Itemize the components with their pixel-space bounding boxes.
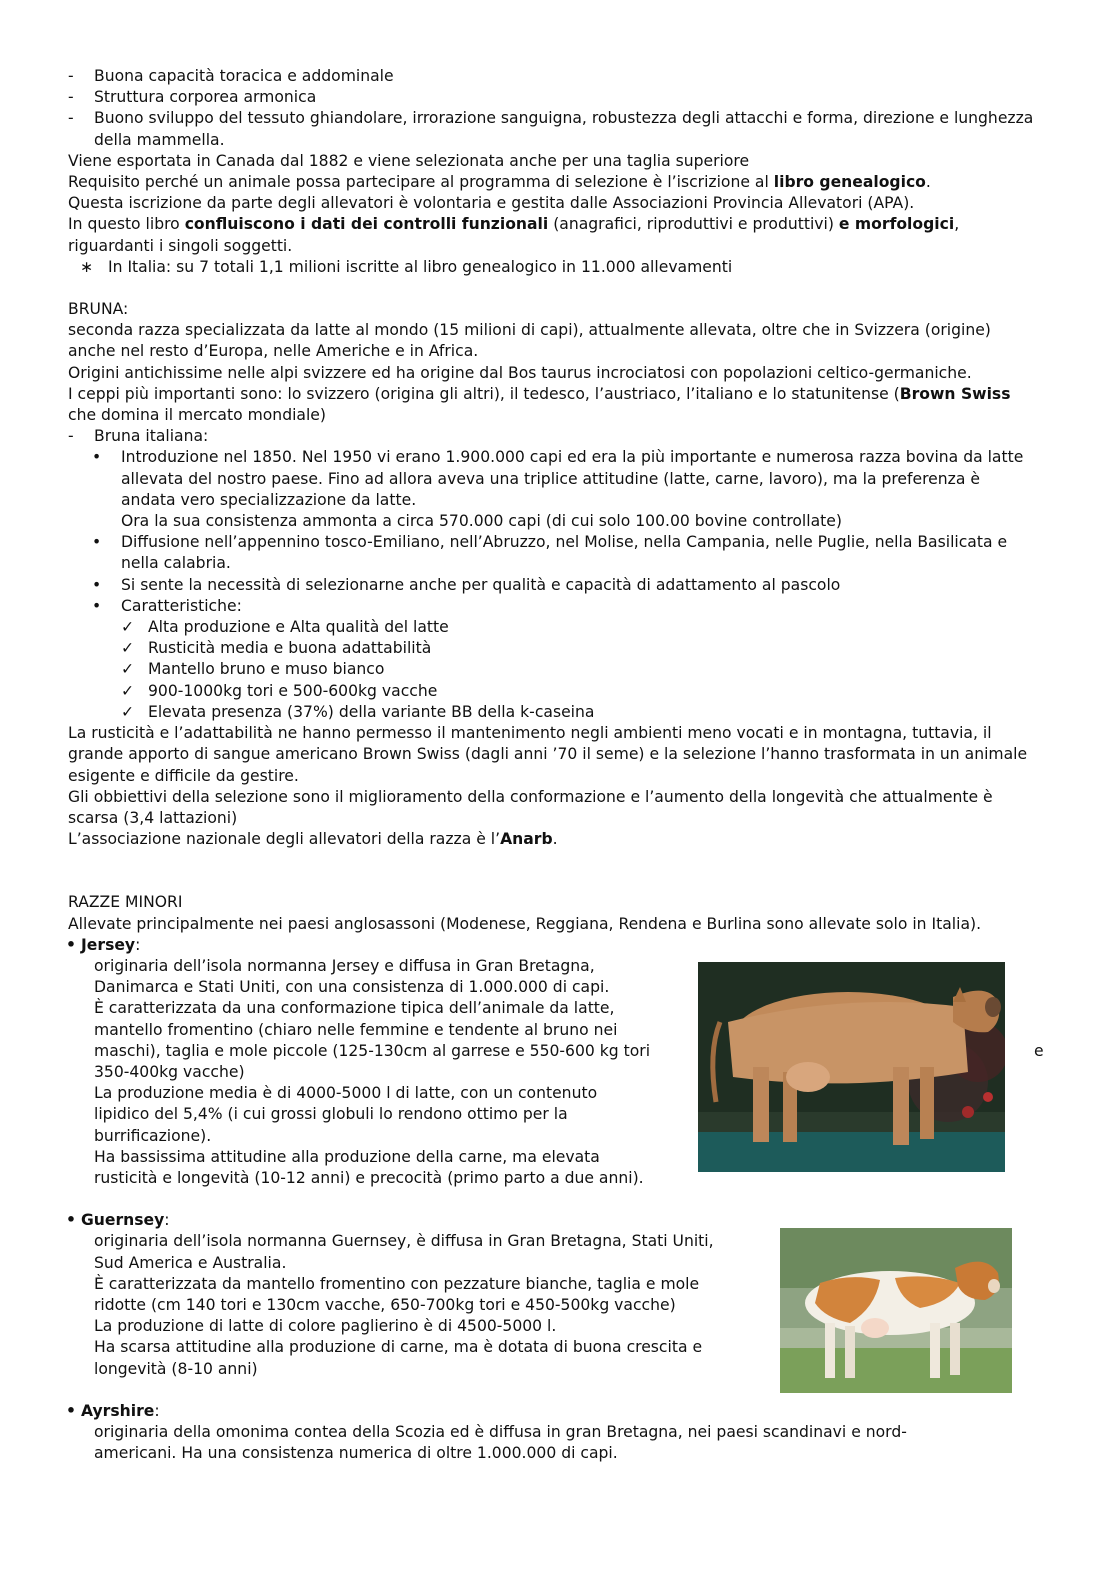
paragraph: Questa iscrizione da parte degli allevatori è volontaria e gestita dalle Associazioni Provincia Allevatori (APA). (68, 194, 915, 213)
checklist-item: ✓ Alta produzione e Alta qualità del latte (68, 617, 1038, 638)
guernsey-cow-photo (780, 1228, 1012, 1393)
breed-name: Ayrshire (81, 1401, 155, 1420)
jersey-cow-photo (698, 962, 1005, 1172)
breed-ayrshire: • Ayrshire: originaria della omonima contea della Scozia ed è diffusa in gran Bretagna, nei paesi scandinavi e nord- americani. Ha una consistenza numerica di oltre 1.000.000 di capi. (66, 1401, 907, 1463)
paragraph: Allevate principalmente nei paesi anglosassoni (Modenese, Reggiana, Rendena e Burlina sono allevate solo in Italia). (68, 914, 982, 933)
paragraph: Requisito perché un animale possa partecipare al programma di selezione è l’iscrizione al libro genealogico. (68, 173, 931, 192)
list-item: - Bruna italiana: (68, 426, 1038, 447)
breed-jersey: • Jersey: originaria dell’isola normanna Jersey e diffusa in Gran Bretagna, Danimarca e Stati Uniti, con una consistenza di 1.000.000 di capi. È caratterizzata da una conformazione tipica dell’animale da latte, mantello fromentino (chiaro nelle femmine e tendente al bruno nei maschi), taglia e mole piccole (125-130cm al garrese e 550-600 kg tori e 350-400kg vacche) La produzione media è di 4000-5000 l di latte, con un contenuto lipidico del 5,4% (i cui grossi globuli lo rendono ottimo per la burrificazione). Ha bassissima attitudine alla produzione della carne, ma elevata rusticità e longevità (10-12 anni) e precocità (primo parto a due anni). (66, 935, 1044, 1187)
list-item: • Si sente la necessità di selezionarne anche per qualità e capacità di adattamento al pascolo (68, 575, 1038, 596)
paragraph: La rusticità e l’adattabilità ne hanno permesso il mantenimento negli ambienti meno vocati e in montagna, tuttavia, il grande apporto di sangue americano Brown Swiss (dagli anni ’70 il seme) e la selezione l’hanno trasformata in un animale esigente e difficile da gestire. (68, 724, 1028, 785)
paragraph: Origini antichissime nelle alpi svizzere ed ha origine dal Bos taurus incrociatosi con popolazioni celtico-germaniche. (68, 363, 972, 382)
paragraph: Gli obbiettivi della selezione sono il miglioramento della conformazione e l’aumento della longevità che attualmente è scarsa (3,4 lattazioni) (68, 787, 993, 827)
section-heading-bruna: BRUNA: (68, 300, 129, 319)
list-item: - Struttura corporea armonica (68, 87, 1038, 108)
bullet: • (66, 1211, 76, 1230)
list-item: • Introduzione nel 1850. Nel 1950 vi erano 1.900.000 capi ed era la più importante e numerosa razza bovina da latte allevata del nostro paese. Fino ad allora aveva una triplice attitudine (latte, carne, lavoro), ma la preferenza è andata vero specializzazione da latte. Ora la sua consistenza ammonta a circa 570.000 capi (di cui solo 100.00 bovine controllate) (68, 447, 1038, 532)
breed-name: Guernsey (81, 1211, 165, 1230)
paragraph: seconda razza specializzata da latte al mondo (15 milioni di capi), attualmente allevata, oltre che in Svizzera (origine) anche nel resto d’Europa, nelle Americhe e in Africa. (68, 321, 991, 361)
bullet: • (66, 1401, 76, 1420)
section-heading-razze-minori: RAZZE MINORI (68, 893, 183, 912)
breed-guernsey: • Guernsey: originaria dell’isola normanna Guernsey, è diffusa in Gran Bretagna, Stati Uniti, Sud America e Australia. È caratterizzata da mantello fromentino con pezzature bianche, taglia e mole ridotte (cm 140 tori e 130cm vacche, 650-700kg tori e 450-500kg vacche) La produzione di latte di colore paglierino è di 4500-5000 l. Ha scarsa attitudine alla produzione di carne, ma è dotata di buona crescita e longevità (8-10 anni) (66, 1211, 714, 1378)
paragraph: Viene esportata in Canada dal 1882 e viene selezionata anche per una taglia superiore (68, 151, 750, 170)
list-item: • Caratteristiche: (68, 596, 1038, 617)
checklist-item: ✓ 900-1000kg tori e 500-600kg vacche (68, 681, 1038, 702)
list-item: - Buona capacità toracica e addominale (68, 66, 1038, 87)
list-item: • Diffusione nell’appennino tosco-Emiliano, nell’Abruzzo, nel Molise, nella Campania, nelle Puglie, nella Basilicata e nella calabria. (68, 532, 1038, 574)
paragraph: L’associazione nazionale degli allevatori della razza è l’Anarb. (68, 830, 558, 849)
paragraph: I ceppi più importanti sono: lo svizzero (origina gli altri), il tedesco, l’austriaco, l’italiano e lo statunitense (Brown Swiss che domina il mercato mondiale) (68, 384, 1011, 425)
list-item: - Buono sviluppo del tessuto ghiandolare, irrorazione sanguigna, robustezza degli attacchi e forma, direzione e lunghezza della mammella. (68, 108, 1038, 150)
checklist-item: ✓ Mantello bruno e muso bianco (68, 659, 1038, 680)
breed-name: Jersey (81, 935, 136, 954)
list-item: ∗ In Italia: su 7 totali 1,1 milioni iscritte al libro genealogico in 11.000 allevamenti (68, 257, 1038, 278)
bullet: • (66, 935, 76, 954)
paragraph: In questo libro confluiscono i dati dei controlli funzionali (anagrafici, riproduttivi e produttivi) e morfologici, riguardanti i singoli soggetti. (68, 215, 960, 255)
checklist-item: ✓ Elevata presenza (37%) della variante BB della k-caseina (68, 702, 1038, 723)
checklist-item: ✓ Rusticità media e buona adattabilità (68, 638, 1038, 659)
